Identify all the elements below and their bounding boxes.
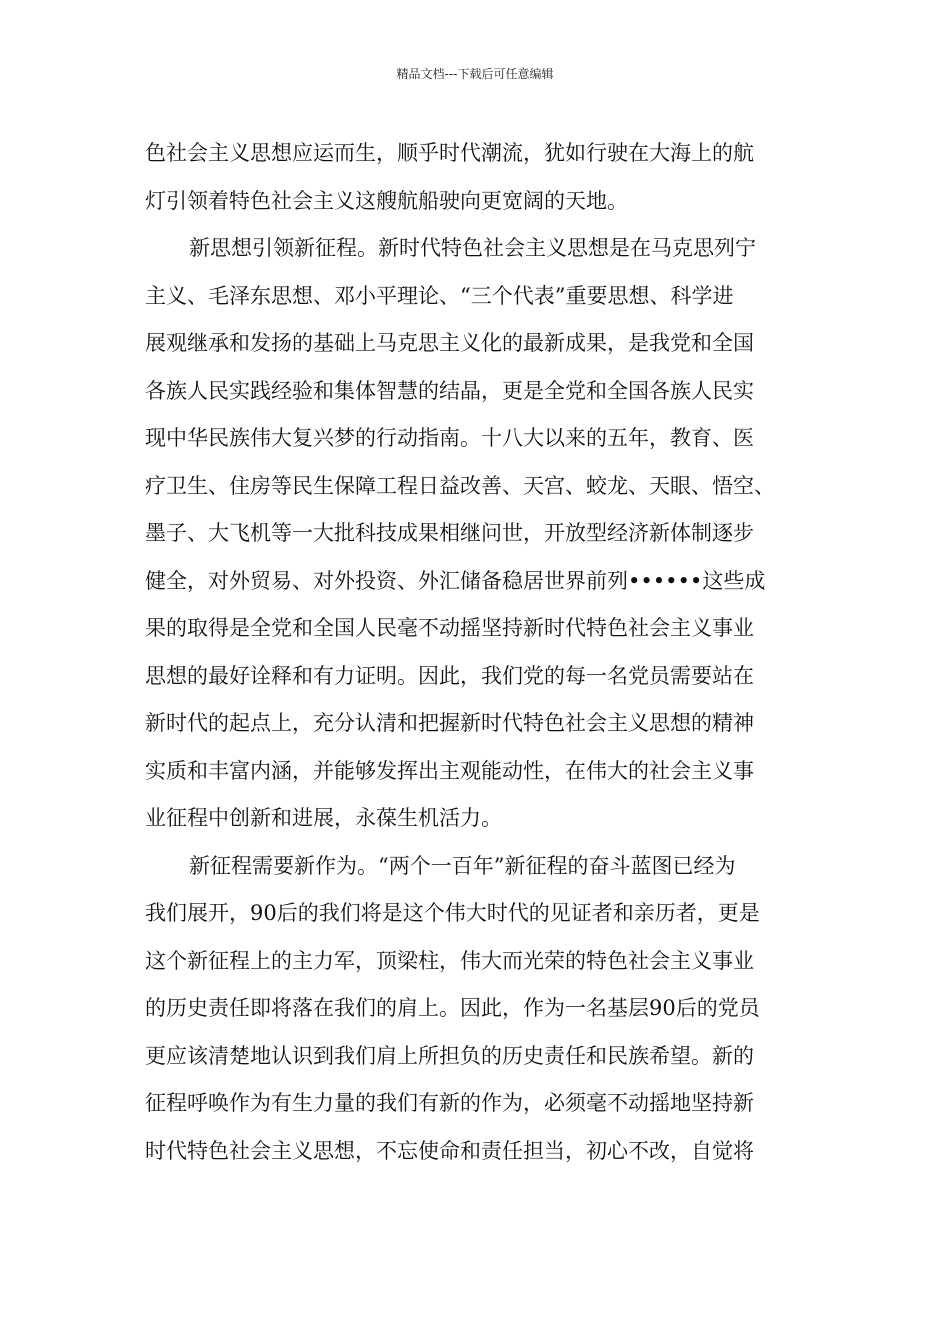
text-line: 的历史责任即将落在我们的肩上。因此，作为一名基层90后的党员 (145, 996, 760, 1020)
text-line: 墨子、大飞机等一大批科技成果相继问世，开放型经济新体制逐步 (145, 521, 754, 545)
text-line: 这个新征程上的主力军，顶梁柱，伟大而光荣的特色社会主义事业 (145, 948, 754, 973)
body-text (145, 130, 820, 1175)
text-line: 征程呼唤作为有生力量的我们有新的作为，必须毫不动摇地坚持新 (145, 1091, 754, 1115)
text-line: 疗卫生、住房等民生保障工程日益改善、天宫、蛟龙、天眼、悟空、 (145, 473, 775, 498)
text-line: 展观继承和发扬的基础上马克思主义化的最新成果，是我党和全国 (145, 331, 754, 355)
text-line: 思想的最好诠释和有力证明。因此，我们党的每一名党员需要站在 (145, 663, 754, 688)
text-line: 健全，对外贸易、对外投资、外汇储备稳居世界前列••••••这些成 (145, 568, 766, 593)
text-line: 主义、毛泽东思想、邓小平理论、“三个代表”重要思想、科学进 (145, 283, 734, 308)
paragraph-start-line: 新征程需要新作为。“两个一百年”新征程的奋斗蓝图已经为 (189, 853, 736, 878)
text-line: 我们展开，90后的我们将是这个伟大时代的见证者和亲历者，更是 (145, 901, 760, 925)
page-header: 精品文档---下载后可任意编辑 (396, 67, 554, 81)
text-line: 现中华民族伟大复兴梦的行动指南。十八大以来的五年，教育、医 (145, 426, 754, 450)
text-line: 灯引领着特色社会主义这艘航船驶向更宽阔的天地。 (145, 188, 628, 213)
text-line: 业征程中创新和进展，永葆生机活力。 (145, 806, 502, 830)
text-line: 新时代的起点上，充分认清和把握新时代特色社会主义思想的精神 (145, 711, 754, 735)
text-line: 更应该清楚地认识到我们肩上所担负的历史责任和民族希望。新的 (145, 1043, 754, 1068)
text-line: 各族人民实践经验和集体智慧的结晶，更是全党和全国各族人民实 (145, 378, 754, 403)
text-line: 果的取得是全党和全国人民毫不动摇坚持新时代特色社会主义事业 (145, 616, 754, 640)
paragraph-start-line: 新思想引领新征程。新时代特色社会主义思想是在马克思列宁 (189, 236, 756, 260)
text-line: 色社会主义思想应运而生，顺乎时代潮流，犹如行驶在大海上的航 (145, 141, 754, 165)
text-line: 时代特色社会主义思想，不忘使命和责任担当，初心不改，自觉将 (145, 1138, 754, 1163)
text-line: 实质和丰富内涵，并能够发挥出主观能动性，在伟大的社会主义事 (145, 758, 754, 783)
